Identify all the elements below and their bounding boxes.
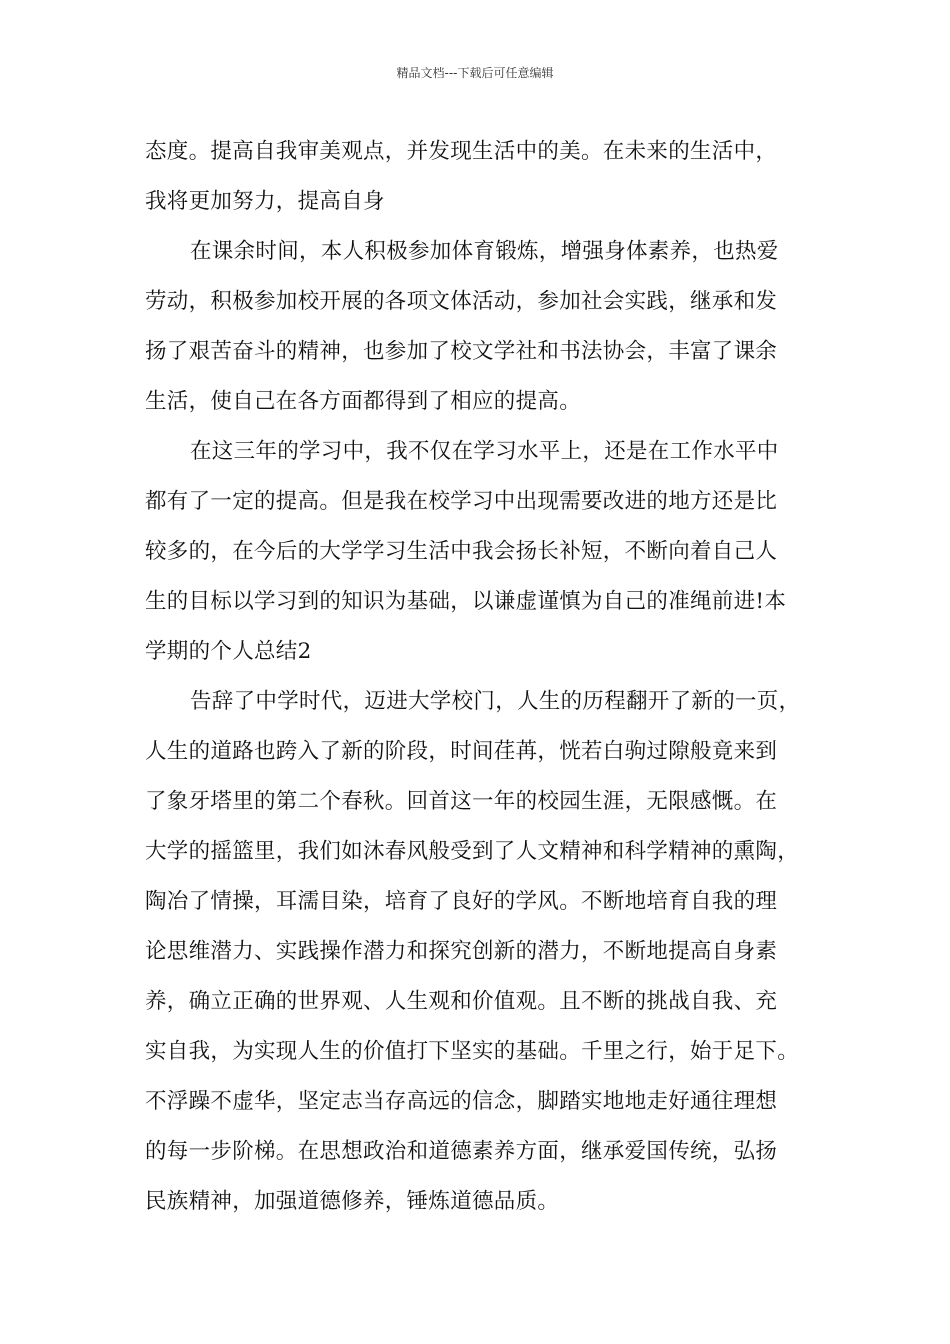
text-line: 的每一步阶梯。在思想政治和道德素养方面，继承爱国传统，弘扬 <box>145 1139 778 1164</box>
text-line: 都有了一定的提高。但是我在校学习中出现需要改进的地方还是比 <box>145 489 778 514</box>
text-line: 生的目标以学习到的知识为基础，以谦虚谨慎为自己的准绳前进!本 <box>145 589 787 614</box>
text-line: 养，确立正确的世界观、人生观和价值观。且不断的挑战自我、充 <box>145 989 778 1014</box>
paragraph-start-line: 告辞了中学时代，迈进大学校门，人生的历程翻开了新的一页， <box>190 689 801 714</box>
text-line: 学期的个人总结2 <box>145 639 312 664</box>
text-line: 大学的摇篮里，我们如沐春风般受到了人文精神和科学精神的熏陶， <box>145 839 800 864</box>
text-line: 论思维潜力、实践操作潜力和探究创新的潜力，不断地提高自身素 <box>145 939 778 964</box>
text-line: 实自我，为实现人生的价值打下坚实的基础。千里之行，始于足下。 <box>145 1039 800 1064</box>
text-line: 陶冶了情操，耳濡目染，培育了良好的学风。不断地培育自我的理 <box>145 889 778 914</box>
text-line: 较多的，在今后的大学学习生活中我会扬长补短，不断向着自己人 <box>145 539 778 564</box>
text-line: 我将更加努力，提高自身 <box>145 189 385 214</box>
text-line: 生活，使自己在各方面都得到了相应的提高。 <box>145 389 582 414</box>
page-header: 精品文档---下载后可任意编辑 <box>396 66 554 80</box>
paragraph-start-line: 在这三年的学习中，我不仅在学习水平上，还是在工作水平中 <box>190 439 779 464</box>
text-line: 不浮躁不虚华，坚定志当存高远的信念，脚踏实地地走好通往理想 <box>145 1089 778 1114</box>
text-line: 劳动，积极参加校开展的各项文体活动，参加社会实践，继承和发 <box>145 289 778 314</box>
text-line: 态度。提高自我审美观点，并发现生活中的美。在未来的生活中， <box>145 139 778 164</box>
text-line: 扬了艰苦奋斗的精神，也参加了校文学社和书法协会，丰富了课余 <box>145 339 778 364</box>
text-line: 人生的道路也跨入了新的阶段，时间荏苒，恍若白驹过隙般竟来到 <box>145 739 778 764</box>
document-body <box>145 127 835 1227</box>
text-line: 了象牙塔里的第二个春秋。回首这一年的校园生涯，无限感慨。在 <box>145 789 778 814</box>
paragraph-start-line: 在课余时间，本人积极参加体育锻炼，增强身体素养，也热爱 <box>190 239 779 264</box>
text-line: 民族精神，加强道德修养，锤炼道德品质。 <box>145 1189 560 1214</box>
